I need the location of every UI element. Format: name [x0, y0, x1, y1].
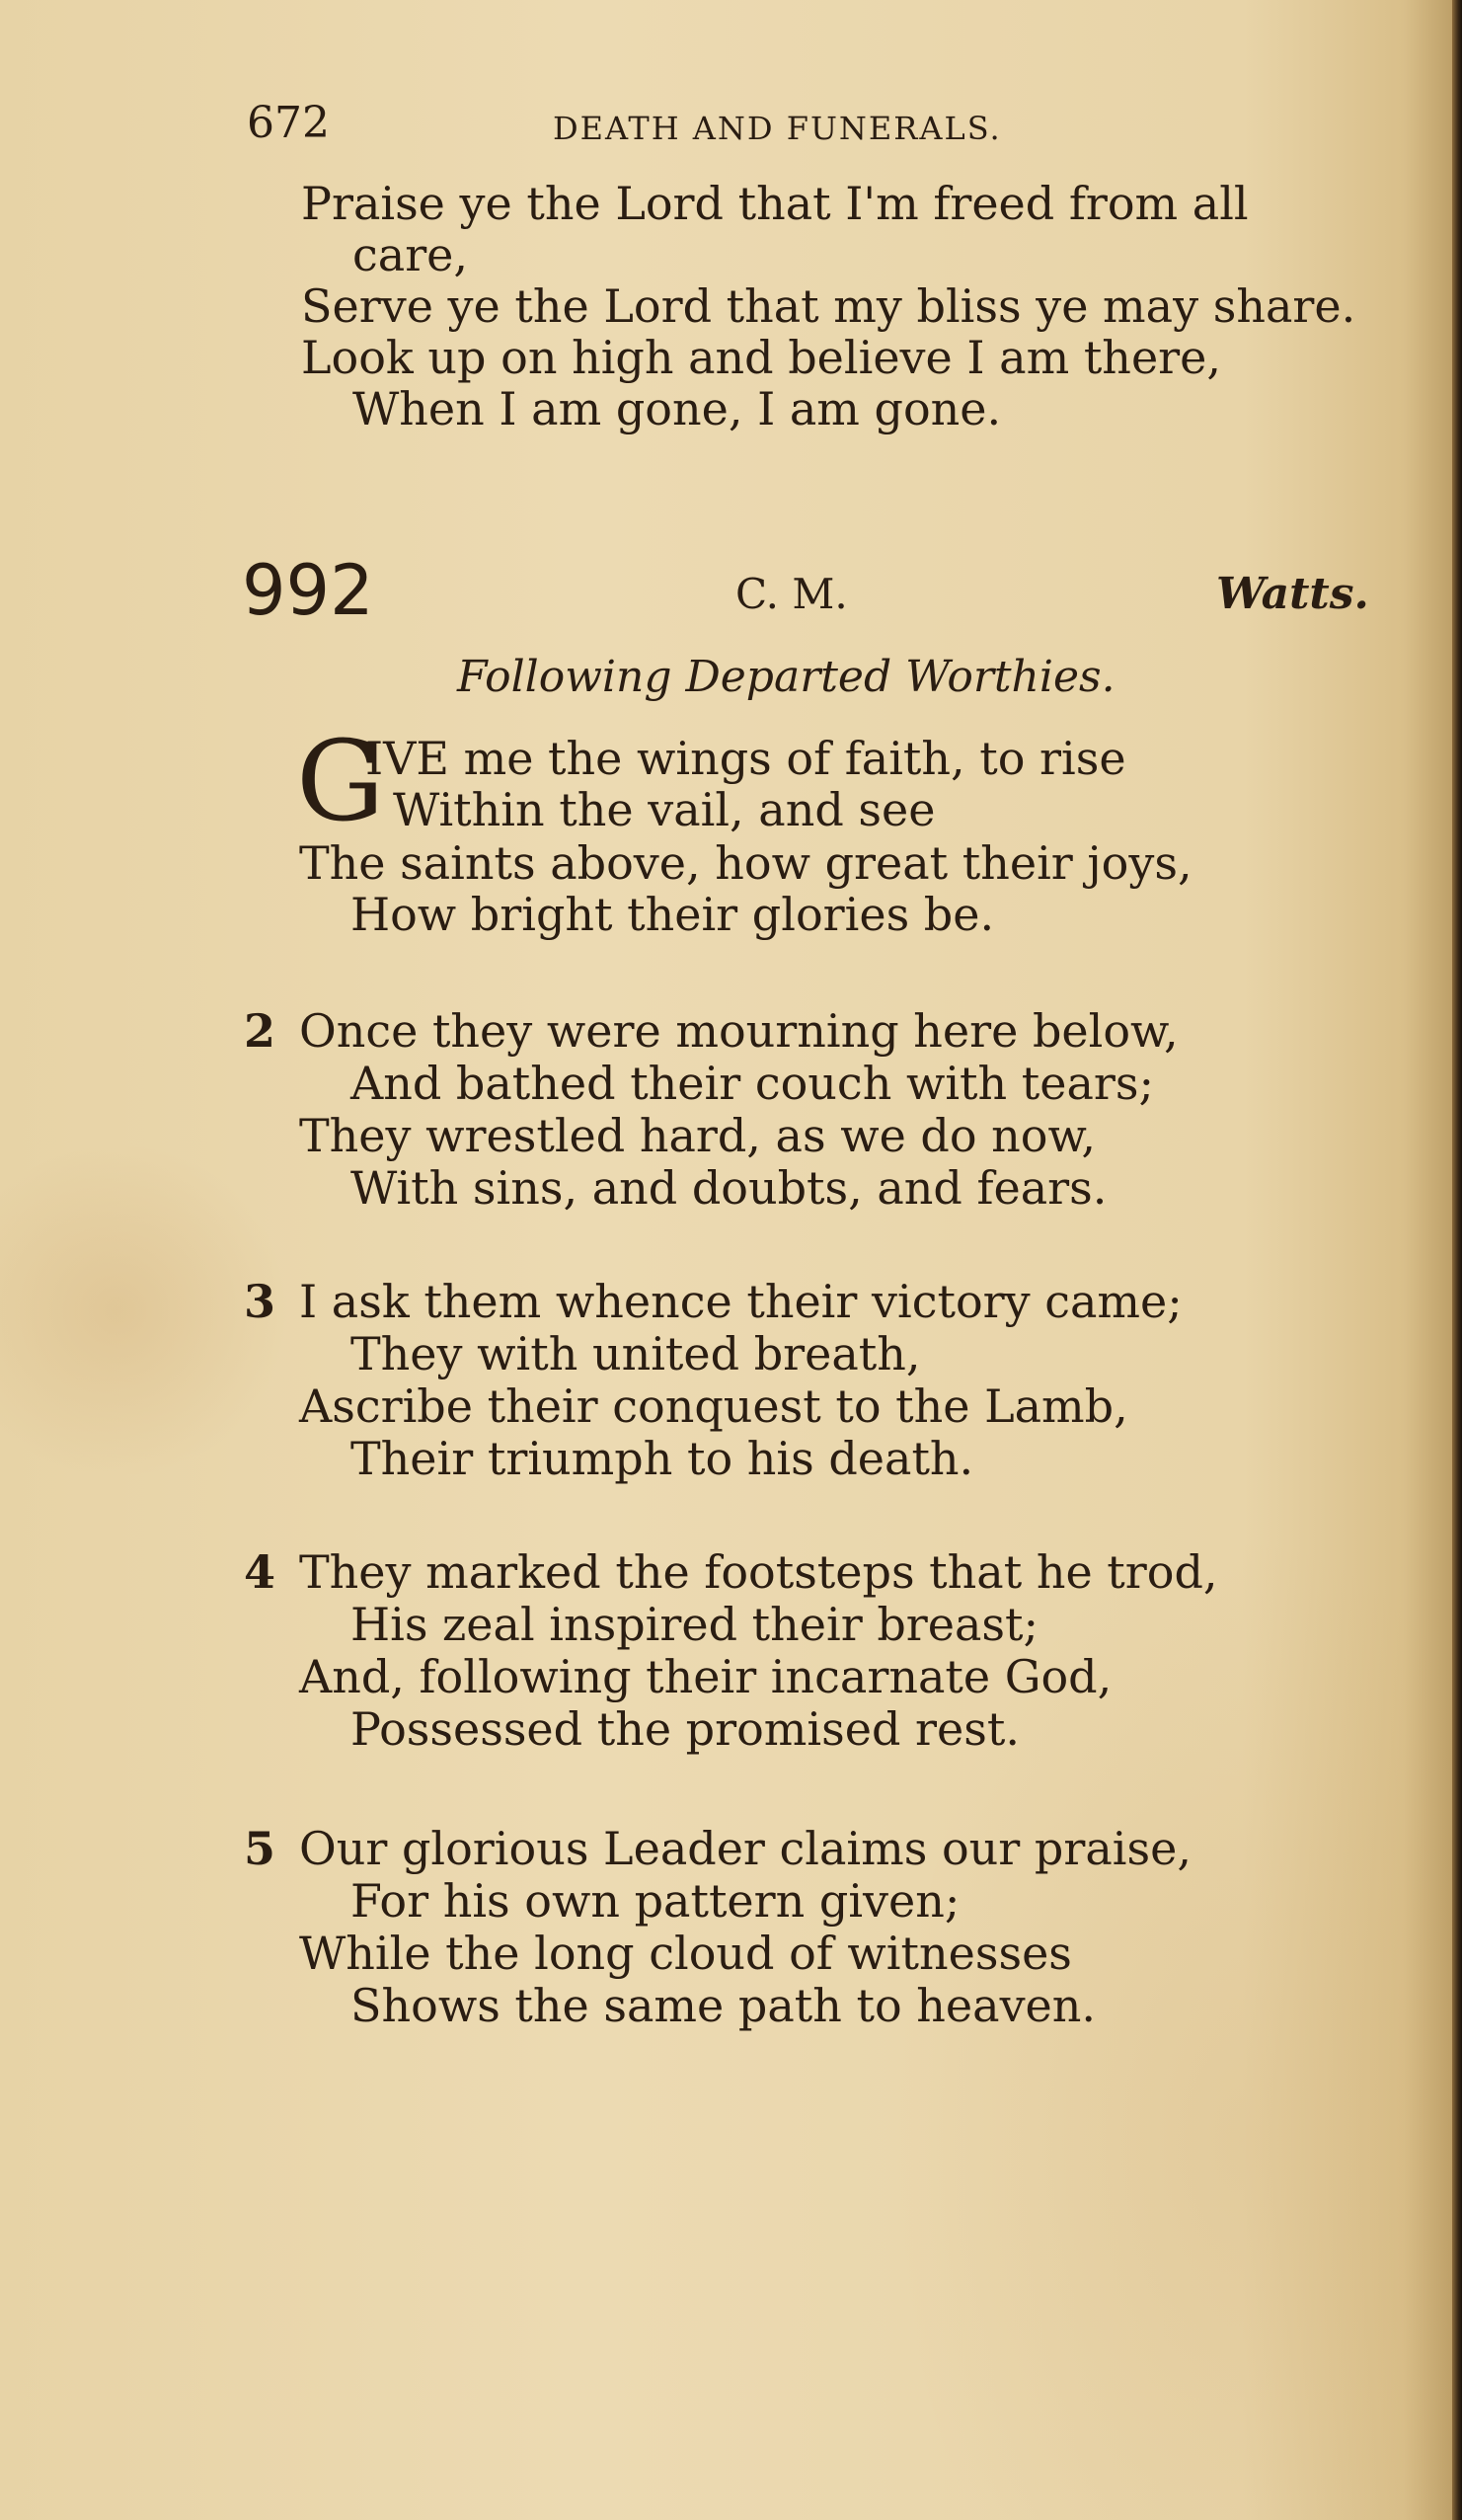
verse-line: They with united breath,	[350, 1327, 921, 1380]
verse-line: Once they were mourning here below,	[299, 1004, 1179, 1058]
verse-line: Praise ye the Lord that I'm freed from all	[301, 177, 1249, 230]
page-number: 672	[247, 98, 330, 148]
running-title: DEATH AND FUNERALS.	[553, 110, 1002, 147]
verse-line: Possessed the promised rest.	[350, 1702, 1020, 1756]
verse-line: Look up on high and believe I am there,	[301, 331, 1221, 384]
verse-line: And, following their incarnate God,	[299, 1650, 1113, 1703]
hymn-title: Following Departed Worthies.	[457, 652, 1116, 702]
verse-line: IVE me the wings of faith, to rise	[365, 732, 1126, 785]
stanza-number: 2	[244, 1004, 276, 1058]
hymn-author: Watts.	[1216, 569, 1369, 619]
verse-line: Within the vail, and see	[393, 783, 936, 836]
stanza-number: 3	[244, 1275, 276, 1328]
verse-line: Serve ye the Lord that my bliss ye may share.	[301, 279, 1356, 333]
verse-line: They marked the footsteps that he trod,	[299, 1545, 1218, 1599]
verse-line: While the long cloud of witnesses	[299, 1927, 1072, 1980]
verse-line: Their triumph to his death.	[350, 1432, 974, 1485]
hymn-number: 992	[242, 550, 374, 631]
hymn-meter: C. M.	[735, 570, 848, 618]
verse-line: And bathed their couch with tears;	[350, 1057, 1154, 1110]
drop-cap: G	[296, 718, 385, 846]
verse-line: I ask them whence their victory came;	[299, 1275, 1183, 1328]
stanza-number: 5	[244, 1822, 276, 1875]
verse-line: With sins, and doubts, and fears.	[350, 1161, 1108, 1215]
verse-line: His zeal inspired their breast;	[350, 1598, 1039, 1651]
verse-line: They wrestled hard, as we do now,	[299, 1109, 1097, 1162]
page-edge	[1452, 0, 1462, 2520]
verse-line: How bright their glories be.	[350, 888, 995, 941]
verse-line: Ascribe their conquest to the Lamb,	[299, 1379, 1128, 1433]
stanza-number: 4	[244, 1545, 276, 1599]
verse-line: Shows the same path to heaven.	[350, 1979, 1097, 2032]
verse-line: care,	[352, 228, 469, 281]
verse-line: The saints above, how great their joys,	[299, 836, 1193, 890]
verse-line: For his own pattern given;	[350, 1874, 961, 1928]
verse-line: When I am gone, I am gone.	[352, 382, 1002, 435]
verse-line: Our glorious Leader claims our praise,	[299, 1822, 1192, 1875]
